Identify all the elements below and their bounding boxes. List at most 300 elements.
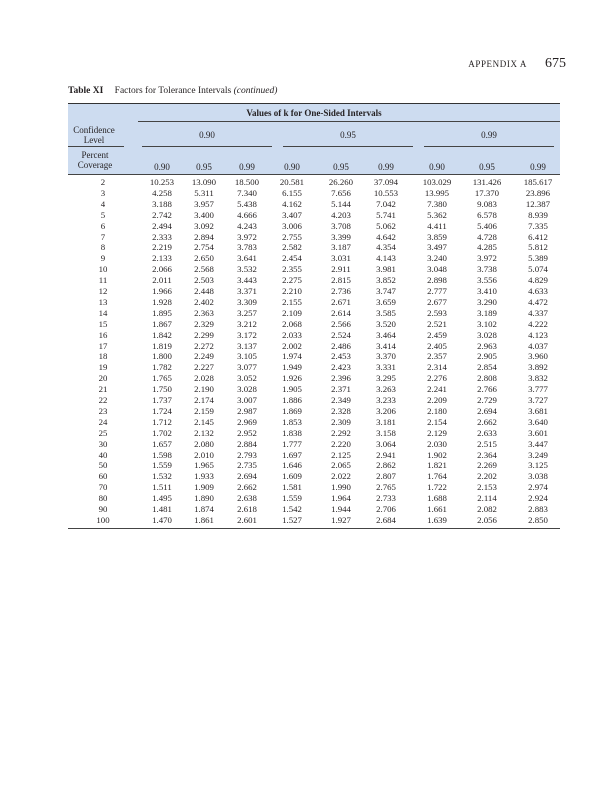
k-value-cell: 1.838 <box>282 427 302 438</box>
table-row <box>68 439 560 450</box>
k-value-cell: 3.681 <box>528 405 548 416</box>
k-value-cell: 9.083 <box>477 198 497 209</box>
k-value-cell: 2.515 <box>477 438 497 449</box>
k-value-cell: 26.260 <box>328 177 354 187</box>
k-value-cell: 5.144 <box>331 198 351 209</box>
k-value-cell: 3.158 <box>376 427 396 438</box>
confidence-level-1: 0.90 <box>199 130 215 140</box>
k-value-cell: 3.370 <box>376 351 396 362</box>
sample-size-cell: 40 <box>98 449 108 460</box>
k-value-cell: 2.755 <box>282 231 302 242</box>
table-row <box>68 493 560 504</box>
k-value-cell: 1.598 <box>152 449 172 460</box>
k-value-cell: 2.618 <box>237 504 257 514</box>
k-value-cell: 2.662 <box>237 482 257 493</box>
k-value-cell: 2.694 <box>237 471 257 482</box>
k-value-cell: 3.187 <box>331 242 351 253</box>
k-value-cell: 1.688 <box>427 493 447 504</box>
k-value-cell: 2.503 <box>194 275 214 286</box>
coverage-value: 0.90 <box>154 162 170 172</box>
k-value-cell: 3.028 <box>477 329 497 340</box>
k-value-cell: 1.867 <box>152 318 172 329</box>
k-value-cell: 10.253 <box>149 177 175 187</box>
k-value-cell: 3.007 <box>237 395 257 405</box>
table-label: Table XI <box>68 86 104 96</box>
k-value-cell: 2.227 <box>194 362 214 373</box>
k-value-cell: 5.438 <box>237 198 257 209</box>
k-value-cell: 1.722 <box>427 482 447 493</box>
sample-size-cell: 11 <box>98 275 108 286</box>
k-value-cell: 2.894 <box>194 231 214 242</box>
k-value-cell: 2.129 <box>427 427 447 438</box>
k-value-cell: 1.542 <box>282 504 302 514</box>
sample-size-cell: 18 <box>98 351 108 362</box>
k-value-cell: 1.470 <box>152 514 172 525</box>
k-value-cell: 2.068 <box>282 318 302 329</box>
k-value-cell: 2.733 <box>376 493 396 504</box>
k-value-cell: 2.276 <box>427 373 447 384</box>
k-value-cell: 2.521 <box>427 318 447 329</box>
k-value-cell: 3.957 <box>194 198 214 209</box>
sample-size-cell: 20 <box>98 373 108 384</box>
k-value-cell: 3.052 <box>237 373 257 384</box>
k-value-cell: 3.783 <box>237 242 257 253</box>
sample-size-cell: 17 <box>98 340 108 351</box>
k-value-cell: 4.411 <box>427 220 447 231</box>
k-value-cell: 2.582 <box>282 242 302 253</box>
k-value-cell: 3.443 <box>237 275 257 286</box>
sample-size-cell: 50 <box>98 460 108 471</box>
k-value-cell: 1.965 <box>194 460 214 471</box>
k-value-cell: 1.974 <box>282 351 302 362</box>
k-value-cell: 1.886 <box>282 395 302 405</box>
k-value-cell: 4.258 <box>152 187 172 198</box>
k-value-cell: 2.329 <box>194 318 214 329</box>
table-row <box>68 319 560 330</box>
k-value-cell: 2.249 <box>194 351 214 362</box>
k-value-cell: 2.002 <box>282 340 302 351</box>
k-value-cell: 3.601 <box>528 427 548 438</box>
table-row <box>68 188 560 199</box>
sample-size-cell: 24 <box>98 416 108 427</box>
k-value-cell: 5.062 <box>376 220 396 231</box>
k-value-cell: 1.819 <box>152 340 172 351</box>
k-value-cell: 4.222 <box>528 318 548 329</box>
k-value-cell: 3.309 <box>237 296 257 307</box>
k-value-cell: 1.926 <box>282 373 302 384</box>
table-row <box>68 264 560 275</box>
k-value-cell: 3.777 <box>528 384 548 395</box>
k-value-cell: 2.941 <box>376 449 396 460</box>
k-value-cell: 7.042 <box>376 198 396 209</box>
continued-note: (continued) <box>233 86 278 96</box>
sample-size-cell: 7 <box>100 231 106 242</box>
k-value-cell: 1.782 <box>152 362 172 373</box>
sample-size-cell: 21 <box>98 384 108 395</box>
k-value-cell: 2.905 <box>477 351 497 362</box>
k-value-cell: 1.842 <box>152 329 172 340</box>
k-value-cell: 2.633 <box>477 427 497 438</box>
table-header <box>68 103 560 174</box>
k-value-cell: 3.400 <box>194 209 214 220</box>
k-value-cell: 2.969 <box>237 416 257 427</box>
sample-size-cell: 13 <box>98 296 108 307</box>
sample-size-cell: 30 <box>98 438 108 449</box>
k-value-cell: 3.532 <box>237 264 257 275</box>
k-value-cell: 3.295 <box>376 373 396 384</box>
k-value-cell: 3.189 <box>477 307 497 318</box>
table-row <box>68 450 560 461</box>
k-value-cell: 2.328 <box>331 405 351 416</box>
k-value-cell: 2.011 <box>152 275 172 286</box>
running-head <box>468 56 566 72</box>
k-value-cell: 3.659 <box>376 296 396 307</box>
k-value-cell: 4.123 <box>528 329 548 340</box>
sample-size-cell: 25 <box>98 427 108 438</box>
k-value-cell: 4.472 <box>528 296 548 307</box>
k-value-cell: 4.162 <box>282 198 302 209</box>
k-value-cell: 3.464 <box>376 329 396 340</box>
k-value-cell: 2.777 <box>427 286 447 296</box>
group-rule-2 <box>283 146 413 147</box>
k-value-cell: 2.363 <box>194 307 214 318</box>
sample-size-cell: 70 <box>98 482 108 493</box>
k-value-cell: 2.650 <box>194 253 214 264</box>
k-value-cell: 3.102 <box>477 318 497 329</box>
k-value-cell: 2.159 <box>194 405 214 416</box>
confidence-label: Confidence Level <box>73 125 115 145</box>
k-value-cell: 3.708 <box>331 220 351 231</box>
table-row <box>68 362 560 373</box>
k-value-cell: 2.459 <box>427 329 447 340</box>
table-row <box>68 275 560 286</box>
k-value-cell: 18.500 <box>234 177 260 187</box>
k-value-cell: 1.800 <box>152 351 172 362</box>
k-value-cell: 1.609 <box>282 471 302 482</box>
k-value-cell: 2.793 <box>237 449 257 460</box>
k-value-cell: 23.896 <box>525 187 551 198</box>
k-value-cell: 2.593 <box>427 307 447 318</box>
table-row <box>68 482 560 493</box>
k-value-cell: 3.048 <box>427 264 447 275</box>
k-value-cell: 3.852 <box>376 275 396 286</box>
group-rule-1 <box>142 146 272 147</box>
sample-size-cell: 19 <box>98 362 108 373</box>
k-value-cell: 1.949 <box>282 362 302 373</box>
k-value-cell: 2.405 <box>427 340 447 351</box>
k-value-cell: 1.777 <box>282 438 302 449</box>
header-bottom-rule <box>68 174 560 175</box>
sample-size-cell: 10 <box>98 264 108 275</box>
k-value-cell: 6.155 <box>282 187 302 198</box>
k-value-cell: 2.862 <box>376 460 396 471</box>
k-value-cell: 1.702 <box>152 427 172 438</box>
sample-size-cell: 22 <box>98 395 108 405</box>
table-row <box>68 428 560 439</box>
k-value-cell: 3.960 <box>528 351 548 362</box>
k-value-cell: 3.290 <box>477 296 497 307</box>
k-value-cell: 3.028 <box>237 384 257 395</box>
table-row <box>68 297 560 308</box>
k-value-cell: 3.172 <box>237 329 257 340</box>
k-value-cell: 1.712 <box>152 416 172 427</box>
k-value-cell: 2.155 <box>282 296 302 307</box>
coverage-value: 0.90 <box>429 162 445 172</box>
k-value-cell: 3.125 <box>528 460 548 471</box>
table-row <box>68 199 560 210</box>
k-value-cell: 3.520 <box>376 318 396 329</box>
k-value-cell: 2.671 <box>331 296 351 307</box>
table-row <box>68 308 560 319</box>
table-row <box>68 395 560 406</box>
k-value-cell: 1.861 <box>194 514 214 525</box>
k-value-cell: 3.497 <box>427 242 447 253</box>
k-value-cell: 2.729 <box>477 395 497 405</box>
k-value-cell: 2.736 <box>331 286 351 296</box>
k-value-cell: 1.964 <box>331 493 351 504</box>
k-value-cell: 1.481 <box>152 504 172 514</box>
spanning-rule <box>138 121 560 122</box>
k-value-cell: 2.974 <box>528 482 548 493</box>
k-value-cell: 5.311 <box>194 187 214 198</box>
k-value-cell: 2.706 <box>376 504 396 514</box>
group-rule-3 <box>424 146 554 147</box>
k-value-cell: 2.453 <box>331 351 351 362</box>
k-value-cell: 2.448 <box>194 286 214 296</box>
k-value-cell: 1.928 <box>152 296 172 307</box>
k-value-cell: 1.895 <box>152 307 172 318</box>
k-value-cell: 3.331 <box>376 362 396 373</box>
k-value-cell: 2.174 <box>194 395 214 405</box>
table-row <box>68 232 560 243</box>
k-value-cell: 4.337 <box>528 307 548 318</box>
k-value-cell: 2.883 <box>528 504 548 514</box>
k-value-cell: 2.423 <box>331 362 351 373</box>
k-value-cell: 3.892 <box>528 362 548 373</box>
k-value-cell: 2.638 <box>237 493 257 504</box>
k-value-cell: 2.153 <box>477 482 497 493</box>
table-row <box>68 330 560 341</box>
table-row <box>68 460 560 471</box>
table-row <box>68 341 560 352</box>
appendix-label: APPENDIX A <box>468 59 527 69</box>
k-value-cell: 1.495 <box>152 493 172 504</box>
k-value-cell: 1.905 <box>282 384 302 395</box>
k-value-cell: 2.028 <box>194 373 214 384</box>
k-value-cell: 2.735 <box>237 460 257 471</box>
k-value-cell: 2.220 <box>331 438 351 449</box>
k-value-cell: 4.243 <box>237 220 257 231</box>
k-value-cell: 2.033 <box>282 329 302 340</box>
k-value-cell: 2.566 <box>331 318 351 329</box>
k-value-cell: 12.387 <box>525 198 551 209</box>
k-value-cell: 1.532 <box>152 471 172 482</box>
page-number: 675 <box>545 56 566 71</box>
k-value-cell: 1.869 <box>282 405 302 416</box>
k-value-cell: 2.010 <box>194 449 214 460</box>
sample-size-cell: 6 <box>100 220 106 231</box>
k-value-cell: 3.738 <box>477 264 497 275</box>
k-value-cell: 2.884 <box>237 438 257 449</box>
sample-size-cell: 8 <box>100 242 106 253</box>
table-title: Factors for Tolerance Intervals <box>114 86 232 96</box>
sample-size-cell: 9 <box>100 253 106 264</box>
k-value-cell: 2.309 <box>331 416 351 427</box>
k-value-cell: 1.559 <box>282 493 302 504</box>
k-value-cell: 2.807 <box>376 471 396 482</box>
sample-size-cell: 23 <box>98 405 108 416</box>
k-value-cell: 2.275 <box>282 275 302 286</box>
k-value-cell: 1.909 <box>194 482 214 493</box>
k-value-cell: 3.263 <box>376 384 396 395</box>
coverage-label: Percent Coverage <box>77 150 113 170</box>
k-value-cell: 2.202 <box>477 471 497 482</box>
k-value-cell: 2.694 <box>477 405 497 416</box>
sample-size-cell: 5 <box>100 209 106 220</box>
k-value-cell: 1.639 <box>427 514 447 525</box>
k-value-cell: 2.684 <box>376 514 396 525</box>
k-value-cell: 3.257 <box>237 307 257 318</box>
k-value-cell: 8.939 <box>528 209 548 220</box>
k-value-cell: 2.065 <box>331 460 351 471</box>
k-value-cell: 2.486 <box>331 340 351 351</box>
sample-size-cell: 90 <box>98 504 108 514</box>
table-row <box>68 406 560 417</box>
k-value-cell: 2.898 <box>427 275 447 286</box>
k-value-cell: 2.677 <box>427 296 447 307</box>
k-value-cell: 3.641 <box>237 253 257 264</box>
k-value-cell: 1.944 <box>331 504 351 514</box>
k-value-cell: 13.995 <box>424 187 450 198</box>
k-value-cell: 2.371 <box>331 384 351 395</box>
tolerance-table <box>68 103 560 525</box>
table-row <box>68 384 560 395</box>
k-value-cell: 3.206 <box>376 405 396 416</box>
k-value-cell: 1.559 <box>152 460 172 471</box>
confidence-level-2: 0.95 <box>340 130 356 140</box>
table-row <box>68 242 560 253</box>
k-value-cell: 5.741 <box>376 209 396 220</box>
table-bottom-rule <box>68 528 560 529</box>
coverage-value: 0.95 <box>333 162 349 172</box>
k-value-cell: 5.389 <box>528 253 548 264</box>
k-value-cell: 2.808 <box>477 373 497 384</box>
table-row <box>68 471 560 482</box>
sample-size-cell: 15 <box>98 318 108 329</box>
table-caption <box>68 86 277 96</box>
table-row <box>68 210 560 221</box>
table-row <box>68 504 560 515</box>
k-value-cell: 185.617 <box>523 177 553 187</box>
k-value-cell: 2.080 <box>194 438 214 449</box>
k-value-cell: 4.728 <box>477 231 497 242</box>
k-value-cell: 4.642 <box>376 231 396 242</box>
k-value-cell: 3.064 <box>376 438 396 449</box>
k-value-cell: 2.963 <box>477 340 497 351</box>
k-value-cell: 1.821 <box>427 460 447 471</box>
k-value-cell: 4.037 <box>528 340 548 351</box>
k-value-cell: 2.364 <box>477 449 497 460</box>
k-value-cell: 6.412 <box>528 231 548 242</box>
k-value-cell: 2.056 <box>477 514 497 525</box>
k-value-cell: 1.646 <box>282 460 302 471</box>
k-value-cell: 2.396 <box>331 373 351 384</box>
k-value-cell: 3.414 <box>376 340 396 351</box>
k-value-cell: 2.269 <box>477 460 497 471</box>
k-value-cell: 4.203 <box>331 209 351 220</box>
k-value-cell: 1.927 <box>331 514 351 525</box>
sample-size-cell: 4 <box>100 198 106 209</box>
k-value-cell: 4.285 <box>477 242 497 253</box>
k-value-cell: 2.132 <box>194 427 214 438</box>
k-value-cell: 5.406 <box>477 220 497 231</box>
coverage-value: 0.90 <box>284 162 300 172</box>
k-value-cell: 2.355 <box>282 264 302 275</box>
k-value-cell: 2.082 <box>477 504 497 514</box>
k-value-cell: 1.661 <box>427 504 447 514</box>
k-value-cell: 1.853 <box>282 416 302 427</box>
k-value-cell: 2.911 <box>331 264 351 275</box>
k-value-cell: 1.990 <box>331 482 351 493</box>
k-value-cell: 2.114 <box>477 493 497 504</box>
k-value-cell: 4.633 <box>528 286 548 296</box>
k-value-cell: 2.022 <box>331 471 351 482</box>
k-value-cell: 5.812 <box>528 242 548 253</box>
k-value-cell: 3.077 <box>237 362 257 373</box>
k-value-cell: 2.241 <box>427 384 447 395</box>
k-value-cell: 2.952 <box>237 427 257 438</box>
k-value-cell: 3.747 <box>376 286 396 296</box>
k-value-cell: 1.737 <box>152 395 172 405</box>
k-value-cell: 3.137 <box>237 340 257 351</box>
k-value-cell: 3.556 <box>477 275 497 286</box>
k-value-cell: 2.402 <box>194 296 214 307</box>
k-value-cell: 7.340 <box>237 187 257 198</box>
k-value-cell: 4.666 <box>237 209 257 220</box>
label-rule <box>68 146 124 147</box>
k-value-cell: 7.335 <box>528 220 548 231</box>
coverage-value: 0.99 <box>378 162 394 172</box>
k-value-cell: 3.727 <box>528 395 548 405</box>
table-row <box>68 515 560 526</box>
k-value-cell: 2.357 <box>427 351 447 362</box>
k-value-cell: 1.657 <box>152 438 172 449</box>
k-value-cell: 1.511 <box>152 482 172 493</box>
k-value-cell: 1.890 <box>194 493 214 504</box>
k-value-cell: 1.933 <box>194 471 214 482</box>
k-value-cell: 3.972 <box>237 231 257 242</box>
sample-size-cell: 100 <box>96 514 110 525</box>
coverage-value: 0.95 <box>479 162 495 172</box>
k-value-cell: 3.407 <box>282 209 302 220</box>
k-value-cell: 2.209 <box>427 395 447 405</box>
k-value-cell: 2.210 <box>282 286 302 296</box>
k-value-cell: 2.765 <box>376 482 396 493</box>
k-value-cell: 3.447 <box>528 438 548 449</box>
k-value-cell: 3.240 <box>427 253 447 264</box>
k-value-cell: 2.601 <box>237 514 257 525</box>
k-value-cell: 6.578 <box>477 209 497 220</box>
sample-size-cell: 60 <box>98 471 108 482</box>
k-value-cell: 37.094 <box>373 177 399 187</box>
k-value-cell: 2.292 <box>331 427 351 438</box>
sample-size-cell: 80 <box>98 493 108 504</box>
k-value-cell: 2.299 <box>194 329 214 340</box>
k-value-cell: 2.349 <box>331 395 351 405</box>
k-value-cell: 2.190 <box>194 384 214 395</box>
k-value-cell: 2.125 <box>331 449 351 460</box>
k-value-cell: 2.987 <box>237 405 257 416</box>
